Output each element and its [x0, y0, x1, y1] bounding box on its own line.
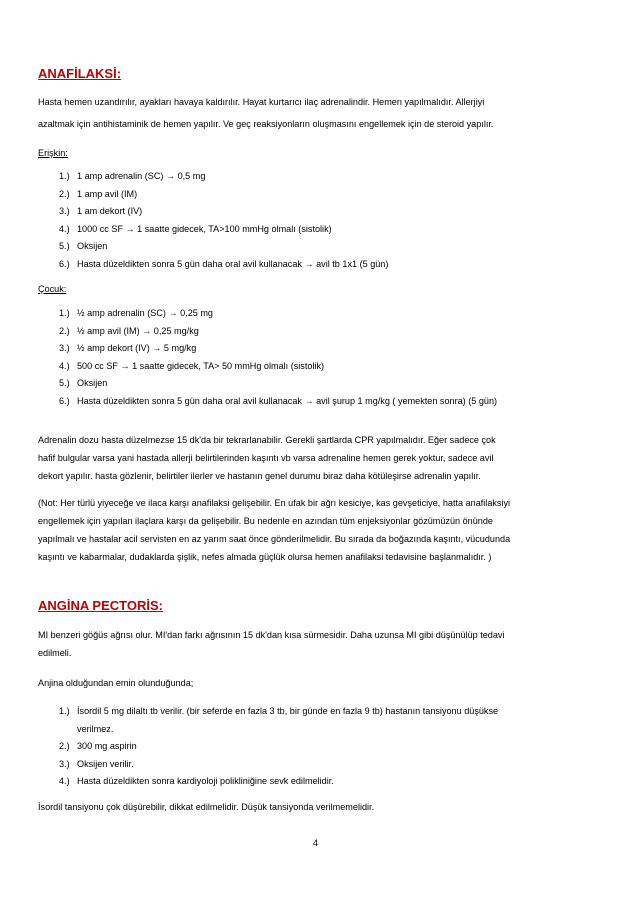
child-treatment-list [59, 305, 497, 410]
list-item: 3.) 1 am dekort (IV) [59, 206, 143, 216]
adult-treatment-list [59, 168, 388, 273]
list-item: 6.) Hasta düzeldikten sonra 5 gün daha oral avil kullanacak → avil tb 1x1 (5 gün) [59, 258, 389, 269]
angina-heading: ANGİNA PECTORİS: [38, 598, 163, 613]
note-line-3: yapılmalı ve hastalar acil servisten en az yarım saat önce gönderilmelidir. Bu sırada da boğazında kaşıntı, vücudunda [38, 534, 511, 544]
note-line-1: (Not: Her türlü yiyeceğe ve ilaca karşı anafilaksi gelişebilir. En ufak bir ağrı kesiciye, kas gevşeticiye, hatta anafilaksiyi [38, 498, 511, 508]
isordil-warning: İsordil tansiyonu çok düşürebilir, dikkat edilmelidir. Düşük tansiyonda verilmemelidir. [38, 802, 375, 812]
list-item: 5.) Oksijen [59, 241, 108, 251]
angina-treatment-list [59, 703, 498, 791]
adrenalin-dose-line-1: Adrenalin dozu hasta düzelmezse 15 dk'da bir tekrarlanabilir. Gerekli şartlarda CPR yapılmalıdır. Eğer sadece çok [38, 435, 496, 445]
anafilaksi-intro-line-1: Hasta hemen uzandırılır, ayakları havaya kaldırılır. Hayat kurtarıcı ilaç adrenalindir. Hemen yapılmalıdır. Allerjiyi [38, 97, 485, 107]
list-item: 4.) 1000 cc SF → 1 saatte gidecek, TA>100 mmHg olmalı (sistolik) [59, 223, 332, 234]
anafilaksi-intro-line-2: azaltmak için antihistaminik de hemen yapılır. Ve geç reaksiyonların oluşmasını engellemek için de steroid yapılır. [38, 119, 494, 129]
list-item: 3.) ½ amp dekort (IV) → 5 mg/kg [59, 343, 197, 353]
list-item: 1.) İsordil 5 mg dilaltı tb verilir. (bir seferde en fazla 3 tb, bir günde en fazla 9 tb) hastanın tansiyonu düşükse verilmez. [59, 706, 499, 734]
list-item: 1.) 1 amp adrenalin (SC) → 0,5 mg [59, 171, 206, 181]
anafilaksi-heading: ANAFİLAKSİ: [38, 66, 122, 81]
list-item: 6.) Hasta düzeldikten sonra 5 gün daha oral avil kullanacak → avil şurup 1 mg/kg ( yemekten sonra) (5 gün) [59, 395, 498, 406]
angina-intro-line-1: MI benzeri göğüs ağrısı olur. MI'dan farkı ağrısının 15 dk'dan kısa sürmesidir. Daha uzunsa MI gibi düşünülüp tedavi [38, 630, 505, 640]
page-number: 4 [313, 838, 319, 848]
child-label: Çocuk: [38, 284, 67, 294]
angina-intro-line-2: edilmeli. [38, 648, 72, 658]
list-item: 3.) Oksijen verilir. [59, 758, 134, 769]
adrenalin-dose-line-3: dekort yapılır. hasta gözlenir, belirtiler ilerler ve hastanın genel durumu biraz daha kötüleşirse adrenalin yapılır. [38, 471, 481, 481]
list-item: 5.) Oksijen [59, 378, 108, 388]
note-line-4: kaşıntı ve kabarmalar, dudaklarda şişlik, nefes almada güçlük olursa hemen anafilaksi tedavisine başlanmalıdır. ) [38, 552, 492, 562]
list-item: 2.) 1 amp avil (IM) [59, 188, 138, 199]
note-line-2: engellemek için yapılan ilaçlara karşı da gelişebilir. Bu nedenle en azından tüm enjeksiyonlar gözümüzün önünde [38, 516, 493, 526]
angina-sure-text: Anjina olduğundan emin olunduğunda; [38, 678, 194, 688]
adult-label: Erişkin: [38, 148, 68, 158]
list-item: 4.) Hasta düzeldikten sonra kardiyoloji polikliniğine sevk edilmelidir. [59, 776, 334, 786]
list-item: 4.) 500 cc SF → 1 saatte gidecek, TA> 50 mmHg olmalı (sistolik) [59, 360, 325, 371]
list-item: 2.) 300 mg aspirin [59, 741, 137, 751]
adrenalin-dose-line-2: hafif bulgular varsa yani hastada allerji belirtilerinden kaşıntı vb varsa adrenaline hemen gerek yoktur, sadece avil [38, 453, 494, 463]
list-item: 1.) ½ amp adrenalin (SC) → 0,25 mg [59, 308, 213, 318]
list-item: 2.) ½ amp avil (IM) → 0,25 mg/kg [59, 325, 199, 336]
